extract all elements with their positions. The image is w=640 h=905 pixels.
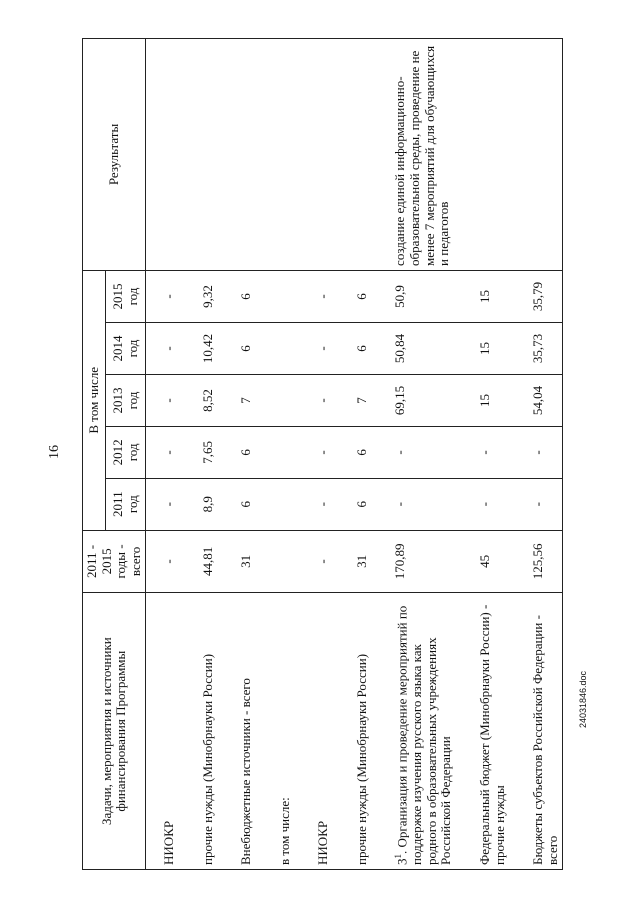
row-year-value (256, 478, 295, 530)
row-label: в том числе: (256, 593, 295, 870)
row-year-value: 69,15 (371, 374, 456, 426)
row-year-value: 6 (217, 427, 256, 479)
row-total: 45 (456, 530, 509, 593)
row-number: 3 (394, 858, 410, 865)
row-label: прочие нужды (Минобрнауки России) (179, 593, 218, 870)
row-year-value: 7 (217, 374, 256, 426)
row-year-value: - (371, 478, 456, 530)
table-row (371, 39, 456, 870)
row-year-value: 6 (333, 270, 372, 322)
row-year-value: 35,73 (509, 322, 563, 374)
row-year-value: 7 (333, 374, 372, 426)
row-year-value: 6 (333, 478, 372, 530)
row-year-value: - (509, 478, 563, 530)
row-year-value: 8,9 (179, 478, 218, 530)
row-year-value: - (146, 322, 179, 374)
row-year-value: 15 (456, 270, 509, 322)
header-year-2012: 2012 год (106, 427, 146, 479)
row-result (333, 39, 372, 271)
row-year-value: 10,42 (179, 322, 218, 374)
row-year-value: - (294, 322, 333, 374)
row-total: 170,89 (371, 530, 456, 593)
header-tasks: Задачи, мероприятия и источники финансирования Программы (83, 593, 146, 870)
row-year-value: 35,79 (509, 270, 563, 322)
row-year-value (256, 427, 295, 479)
row-year-value: - (371, 427, 456, 479)
row-total (256, 530, 295, 593)
table-row (456, 39, 509, 870)
header-year-2014: 2014 год (106, 322, 146, 374)
row-result (146, 39, 179, 271)
row-number-superscript: 1 (393, 854, 404, 859)
row-label-text: . Организация и проведение мероприятий по поддержке изучения русского языка как родного в образовательных учреждениях Российской Федерации (394, 605, 454, 865)
row-result (294, 39, 333, 271)
row-year-value: 15 (456, 374, 509, 426)
header-year-2013: 2013 год (106, 374, 146, 426)
row-total: 44,81 (179, 530, 218, 593)
row-year-value: - (294, 270, 333, 322)
row-result (509, 39, 563, 271)
table-row (146, 39, 179, 870)
row-label: НИОКР (294, 593, 333, 870)
row-year-value: 6 (217, 270, 256, 322)
table-row (217, 39, 256, 870)
row-year-value (256, 322, 295, 374)
header-year-2015: 2015 год (106, 270, 146, 322)
row-label (371, 593, 456, 870)
row-year-value: - (146, 427, 179, 479)
financing-table (82, 38, 563, 870)
header-total: 2011 - 2015 годы - всего (83, 530, 146, 593)
row-total: 31 (217, 530, 256, 593)
row-total: - (294, 530, 333, 593)
row-year-value: 50,9 (371, 270, 456, 322)
table-row (333, 39, 372, 870)
row-result: создание единой информационно-образовательной среды, проведение не менее 7 мероприятий для обучающихся и педагогов (371, 39, 456, 271)
row-year-value (256, 374, 295, 426)
row-year-value: 7,65 (179, 427, 218, 479)
row-year-value: 54,04 (509, 374, 563, 426)
row-result (217, 39, 256, 271)
table-row (179, 39, 218, 870)
row-year-value: - (456, 427, 509, 479)
table-row (256, 39, 295, 870)
row-result (256, 39, 295, 271)
row-total: 125,56 (509, 530, 563, 593)
row-year-value: - (456, 478, 509, 530)
row-year-value: - (146, 374, 179, 426)
header-results: Результаты (83, 39, 146, 271)
row-year-value: 9,32 (179, 270, 218, 322)
row-year-value: 8,52 (179, 374, 218, 426)
row-year-value: 6 (217, 478, 256, 530)
row-year-value: 6 (333, 427, 372, 479)
row-year-value: - (294, 478, 333, 530)
row-result (179, 39, 218, 271)
row-year-value: - (146, 270, 179, 322)
row-year-value: - (509, 427, 563, 479)
footer-file-name: 24031846.doc (578, 670, 588, 728)
header-including: В том числе (83, 270, 106, 530)
row-total: 31 (333, 530, 372, 593)
table-row (509, 39, 563, 870)
table-row (294, 39, 333, 870)
row-total: - (146, 530, 179, 593)
row-label: Бюджеты субъектов Российской Федерации - всего (509, 593, 563, 870)
row-result (456, 39, 509, 271)
row-label: прочие нужды (Минобрнауки России) (333, 593, 372, 870)
page-number: 16 (47, 445, 62, 459)
row-label: Внебюджетные источники - всего (217, 593, 256, 870)
header-year-2011: 2011 год (106, 478, 146, 530)
row-year-value: - (294, 374, 333, 426)
row-year-value: 6 (217, 322, 256, 374)
row-year-value: 50,84 (371, 322, 456, 374)
row-year-value: 6 (333, 322, 372, 374)
row-year-value: - (146, 478, 179, 530)
row-year-value (256, 270, 295, 322)
row-label: НИОКР (146, 593, 179, 870)
row-label: Федеральный бюджет (Минобрнауки России) - прочие нужды (456, 593, 509, 870)
row-year-value: - (294, 427, 333, 479)
row-year-value: 15 (456, 322, 509, 374)
